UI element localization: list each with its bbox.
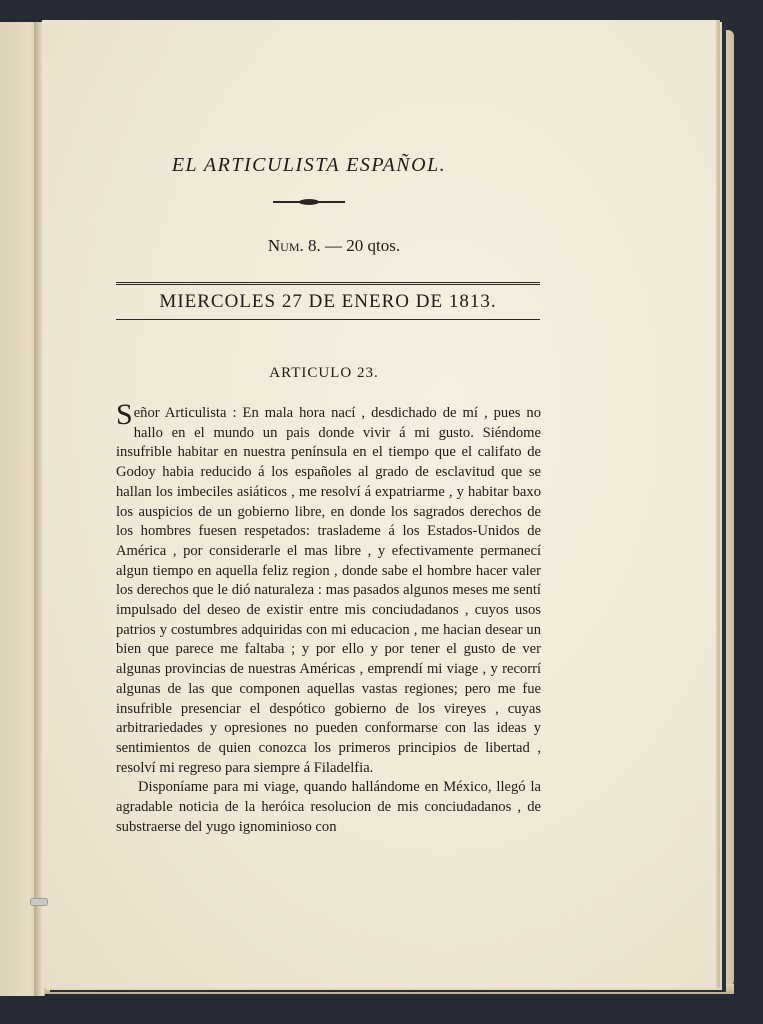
issue-number [72,234,546,258]
issue-num-rest: 8. — 20 qtos. [303,236,401,255]
page-content [72,150,546,837]
dateline: MIERCOLES 27 DE ENERO DE 1813. [116,282,540,320]
ornament-divider [273,198,345,206]
paragraph-1 [116,398,541,778]
binding-staple [30,898,48,906]
article-heading: ARTICULO 23. [269,365,379,381]
drop-cap: S [116,398,133,431]
article-body [116,398,541,837]
issue-num-label: Num. [267,236,304,255]
newspaper-masthead: EL ARTICULISTA ESPAÑOL. [171,154,447,176]
paragraph-1-text: eñor Articulista : En mala hora nací , desdichado de mí , pues no hallo en el mundo un pais donde vivir á mi gusto. Siéndome insufrible habitar en nuestra península en el tiempo que el califato de Godoy habia reducido á los españoles al grado de esclavitud que se hallan los imbeciles asiáticos , me resolví á expatriarme , y habitar baxo los auspicios de un gobierno libre, en donde los sagrados derechos de los hombres fuesen respetados: traslademe á los Estados-Unidos de América , por considerarle el mas libre , y efectivamente permanecí algun tiempo en aquella feliz region , donde sabe el hombre hacer valer los derechos que le dió naturaleza : mas pasados algunos meses me sentí impulsado del deseo de existir entre mis conciudadanos , cuyos usos patrios y costumbres adquiridas con mi educacion , me hacian desear un bien que parece me faltaba ; y por ello y por tener el gusto de ver algunas provincias de nuestras Américas , emprendí mi viage , y recorrí algunas de las que componen aquellas vastas regiones; pero me fue insufrible presenciar el despótico gobierno de los vireyes , cuyas arbitrariedades y opresiones no pueden conformarse con las ideas y sentimientos de quien conozca los primeros principios de libertad , resolví mi regreso para siempre á Filadelfia. [116,405,541,776]
paragraph-2: Disponíame para mi viage, quando hallándome en México, llegó la agradable noticia de la heróica resolucion de mis conciudadanos , de substraerse del yugo ignominioso con [116,779,541,835]
